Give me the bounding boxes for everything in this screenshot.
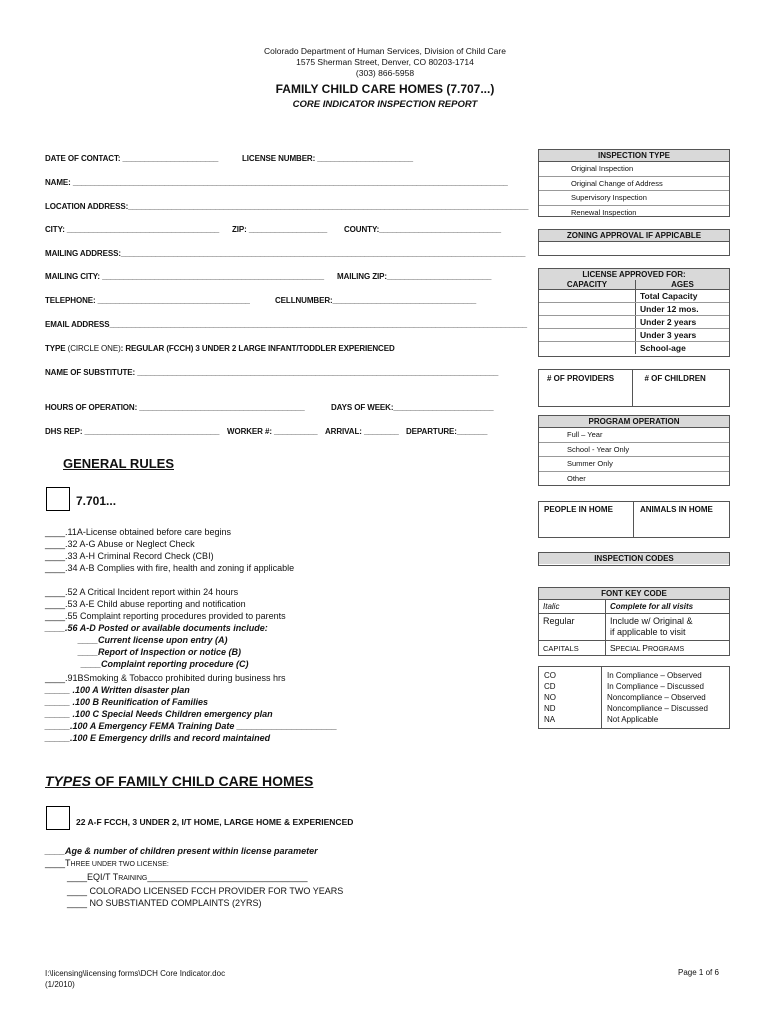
meaning-no: Noncompliance – Observed [607, 693, 706, 702]
code-na: NA [544, 715, 556, 724]
capacity-cell[interactable] [539, 290, 636, 303]
code-co: CO [544, 671, 556, 680]
capacity-header: CAPACITY [539, 280, 636, 290]
list-item[interactable]: _____ .100 B Reunification of Families [45, 697, 209, 707]
meaning-cd: In Compliance – Discussed [607, 682, 704, 691]
meaning-co: In Compliance – Observed [607, 671, 702, 680]
list-item[interactable]: ____.52 A Critical Incident report within 24 hours [45, 587, 239, 597]
footer-path: I:\licensing\licensing forms\DCH Core Indicator.doc [45, 969, 226, 978]
list-item[interactable]: ____ COLORADO LICENSED FCCH PROVIDER FOR TWO YEARS [67, 886, 344, 896]
general-list-1 [45, 526, 294, 574]
license-approved-box [538, 268, 730, 357]
types-heading-italic: TYPES [45, 773, 91, 789]
list-item[interactable]: ____.53 A-E Child abuse reporting and notification [45, 599, 246, 609]
location-address-field[interactable]: LOCATION ADDRESS:____________________________________________________________________________________________ [45, 202, 529, 211]
font-key-capitals-desc: SPECIAL PROGRAMS [610, 643, 685, 653]
age-total-capacity: Total Capacity [636, 290, 730, 303]
inspection-type-change-address[interactable]: Original Change of Address [539, 177, 729, 192]
zoning-box[interactable] [538, 229, 730, 256]
list-item[interactable]: _____.100 E Emergency drills and record maintained [45, 733, 271, 743]
list-item[interactable]: ____Current license upon entry (A) [78, 635, 228, 645]
people-animals-box [538, 501, 730, 538]
city-field[interactable]: CITY: ___________________________________ [45, 225, 220, 234]
page-title: FAMILY CHILD CARE HOMES (7.707...) [275, 82, 495, 96]
font-key-capitals: CAPITALS [539, 641, 606, 656]
font-key-italic: Italic [539, 600, 606, 614]
mailing-zip-field[interactable]: MAILING ZIP:________________________ [337, 272, 492, 281]
capacity-cell[interactable] [539, 342, 636, 355]
general-rules-heading: GENERAL RULES [63, 456, 174, 471]
general-list-2 [45, 586, 286, 670]
list-item[interactable]: ____.34 A-B Complies with fire, health and zoning if applicable [45, 563, 295, 573]
capacity-cell[interactable] [539, 316, 636, 329]
inspection-codes-title: INSPECTION CODES [539, 553, 729, 564]
list-item[interactable]: ____.56 A-D Posted or available documents include: [45, 623, 268, 633]
program-operation-title: PROGRAM OPERATION [539, 416, 729, 428]
program-full-year[interactable]: Full – Year [539, 428, 729, 443]
list-item[interactable]: ____Complaint reporting procedure (C) [81, 659, 249, 669]
mailing-city-field[interactable]: MAILING CITY: ___________________________________________________ [45, 272, 324, 281]
list-item[interactable]: ____EQI/T TRAINING________________________________ [67, 872, 308, 882]
code-no: NO [544, 693, 556, 702]
inspection-type-title: INSPECTION TYPE [539, 150, 729, 162]
mailing-address-field[interactable]: MAILING ADDRESS:_____________________________________________________________________________________________ [45, 249, 526, 258]
animals-in-home-cell[interactable]: ANIMALS IN HOME [640, 505, 713, 514]
footer-date: (1/2010) [45, 980, 75, 989]
font-key-regular: Regular [539, 614, 606, 641]
age-under-3-years: Under 3 years [636, 329, 730, 342]
types-heading-rest: OF FAMILY CHILD CARE HOMES [90, 773, 314, 789]
header-phone: (303) 866-5958 [355, 68, 415, 78]
dhs-rep-field[interactable]: DHS REP: _______________________________ [45, 427, 220, 436]
providers-cell[interactable]: # OF PROVIDERS [539, 370, 633, 406]
page-subtitle: CORE INDICATOR INSPECTION REPORT [292, 99, 478, 110]
hours-field[interactable]: HOURS OF OPERATION: ______________________________________ [45, 403, 305, 412]
types-heading [45, 773, 313, 789]
font-key-table [539, 600, 729, 655]
type-field[interactable] [45, 344, 395, 353]
type-label: TYPE [45, 344, 66, 353]
worker-field[interactable]: WORKER #: __________ [227, 427, 318, 436]
list-item[interactable]: ____.91BSmoking & Tobacco prohibited during business hrs [45, 673, 286, 683]
days-field[interactable]: DAYS OF WEEK:_______________________ [331, 403, 494, 412]
general-list-3 [45, 672, 337, 744]
header-org: Colorado Department of Human Services, Division of Child Care [264, 46, 506, 56]
list-item[interactable]: ____ NO SUBSTIANTED COMPLAINTS (2YRS) [67, 898, 262, 908]
program-summer[interactable]: Summer Only [539, 457, 729, 472]
license-number-field[interactable]: LICENSE NUMBER: ______________________ [242, 154, 413, 163]
age-under-12-mos: Under 12 mos. [636, 303, 730, 316]
program-school-year[interactable]: School - Year Only [539, 443, 729, 458]
inspection-type-renewal[interactable]: Renewal Inspection [571, 207, 637, 217]
age-under-2-years: Under 2 years [636, 316, 730, 329]
list-item[interactable]: ____.11A-License obtained before care begins [45, 527, 231, 537]
program-other[interactable]: Other [567, 473, 586, 483]
date-of-contact-field[interactable]: DATE OF CONTACT: ______________________ [45, 154, 219, 163]
meaning-nd: Noncompliance – Discussed [607, 704, 708, 713]
inspection-type-original[interactable]: Original Inspection [539, 162, 729, 177]
arrival-field[interactable]: ARRIVAL: ________ [325, 427, 399, 436]
inspection-type-box [538, 149, 730, 217]
list-item[interactable]: ____Report of Inspection or notice (B) [78, 647, 242, 657]
compliance-meaning-column [602, 667, 729, 728]
providers-children-box [538, 369, 730, 407]
footer-page-number: Page 1 of 6 [678, 968, 719, 977]
license-approved-title: LICENSE APPROVED FOR: [539, 269, 729, 280]
ages-header: AGES [636, 280, 730, 290]
name-field[interactable]: NAME: ____________________________________________________________________________________________________ [45, 178, 508, 187]
font-key-box [538, 587, 730, 656]
county-field[interactable]: COUNTY:____________________________ [344, 225, 501, 234]
code-nd: ND [544, 704, 556, 713]
list-item[interactable]: ____.32 A-G Abuse or Neglect Check [45, 539, 195, 549]
list-item[interactable]: ____.55 Complaint reporting procedures provided to parents [45, 611, 286, 621]
people-in-home-cell[interactable]: PEOPLE IN HOME [539, 502, 634, 537]
general-section-label: 7.701... [76, 494, 117, 508]
email-field[interactable]: EMAIL ADDRESS________________________________________________________________________________________________ [45, 320, 528, 329]
zoning-title: ZONING APPROVAL IF APPICABLE [539, 230, 729, 242]
general-rules-checkbox[interactable] [46, 487, 70, 511]
type-hint: (CIRCLE ONE) [67, 344, 121, 353]
type-options: : REGULAR (FCCH) 3 UNDER 2 LARGE INFANT/TODDLER EXPERIENCED [120, 344, 395, 353]
code-cd: CD [544, 682, 556, 691]
font-key-italic-desc: Complete for all visits [606, 600, 730, 614]
header-address: 1575 Sherman Street, Denver, CO 80203-1714 [296, 57, 474, 67]
program-operation-box [538, 415, 730, 486]
inspection-codes-box [538, 552, 730, 566]
cellnumber-field[interactable]: CELLNUMBER:_________________________________ [275, 296, 477, 305]
capacity-cell[interactable] [539, 303, 636, 316]
font-key-regular-desc: Include w/ Original & if applicable to visit [606, 614, 730, 641]
list-item[interactable]: ____Age & number of children present within license parameter [45, 846, 318, 856]
types-list [45, 845, 343, 909]
list-item[interactable]: ____THREE UNDER TWO LICENSE: [45, 858, 169, 868]
list-item[interactable]: ____.33 A-H Criminal Record Check (CBI) [45, 551, 214, 561]
telephone-field[interactable]: TELEPHONE: ___________________________________ [45, 296, 250, 305]
compliance-codes-box [538, 666, 730, 729]
inspection-type-supervisory[interactable]: Supervisory Inspection [539, 191, 729, 206]
compliance-code-column [539, 667, 602, 728]
types-checkbox[interactable] [46, 806, 70, 830]
children-cell[interactable]: # OF CHILDREN [644, 374, 706, 383]
departure-field[interactable]: DEPARTURE:_______ [406, 427, 488, 436]
license-table [539, 280, 729, 354]
list-item[interactable]: _____.100 A Emergency FEMA Training Date ____________________ [45, 721, 338, 731]
types-section-label: 22 A-F FCCH, 3 UNDER 2, I/T HOME, LARGE HOME & EXPERIENCED [76, 817, 354, 827]
substitute-field[interactable]: NAME OF SUBSTITUTE: ___________________________________________________________________________________ [45, 368, 499, 377]
meaning-na: Not Applicable [607, 715, 659, 724]
list-item[interactable]: _____ .100 A Written disaster plan [45, 685, 190, 695]
age-school-age: School-age [640, 343, 686, 353]
zip-field[interactable]: ZIP: __________________ [232, 225, 328, 234]
footer-left [45, 968, 225, 990]
capacity-cell[interactable] [539, 329, 636, 342]
font-key-title: FONT KEY CODE [539, 588, 729, 600]
list-item[interactable]: _____ .100 C Special Needs Children emergency plan [45, 709, 273, 719]
